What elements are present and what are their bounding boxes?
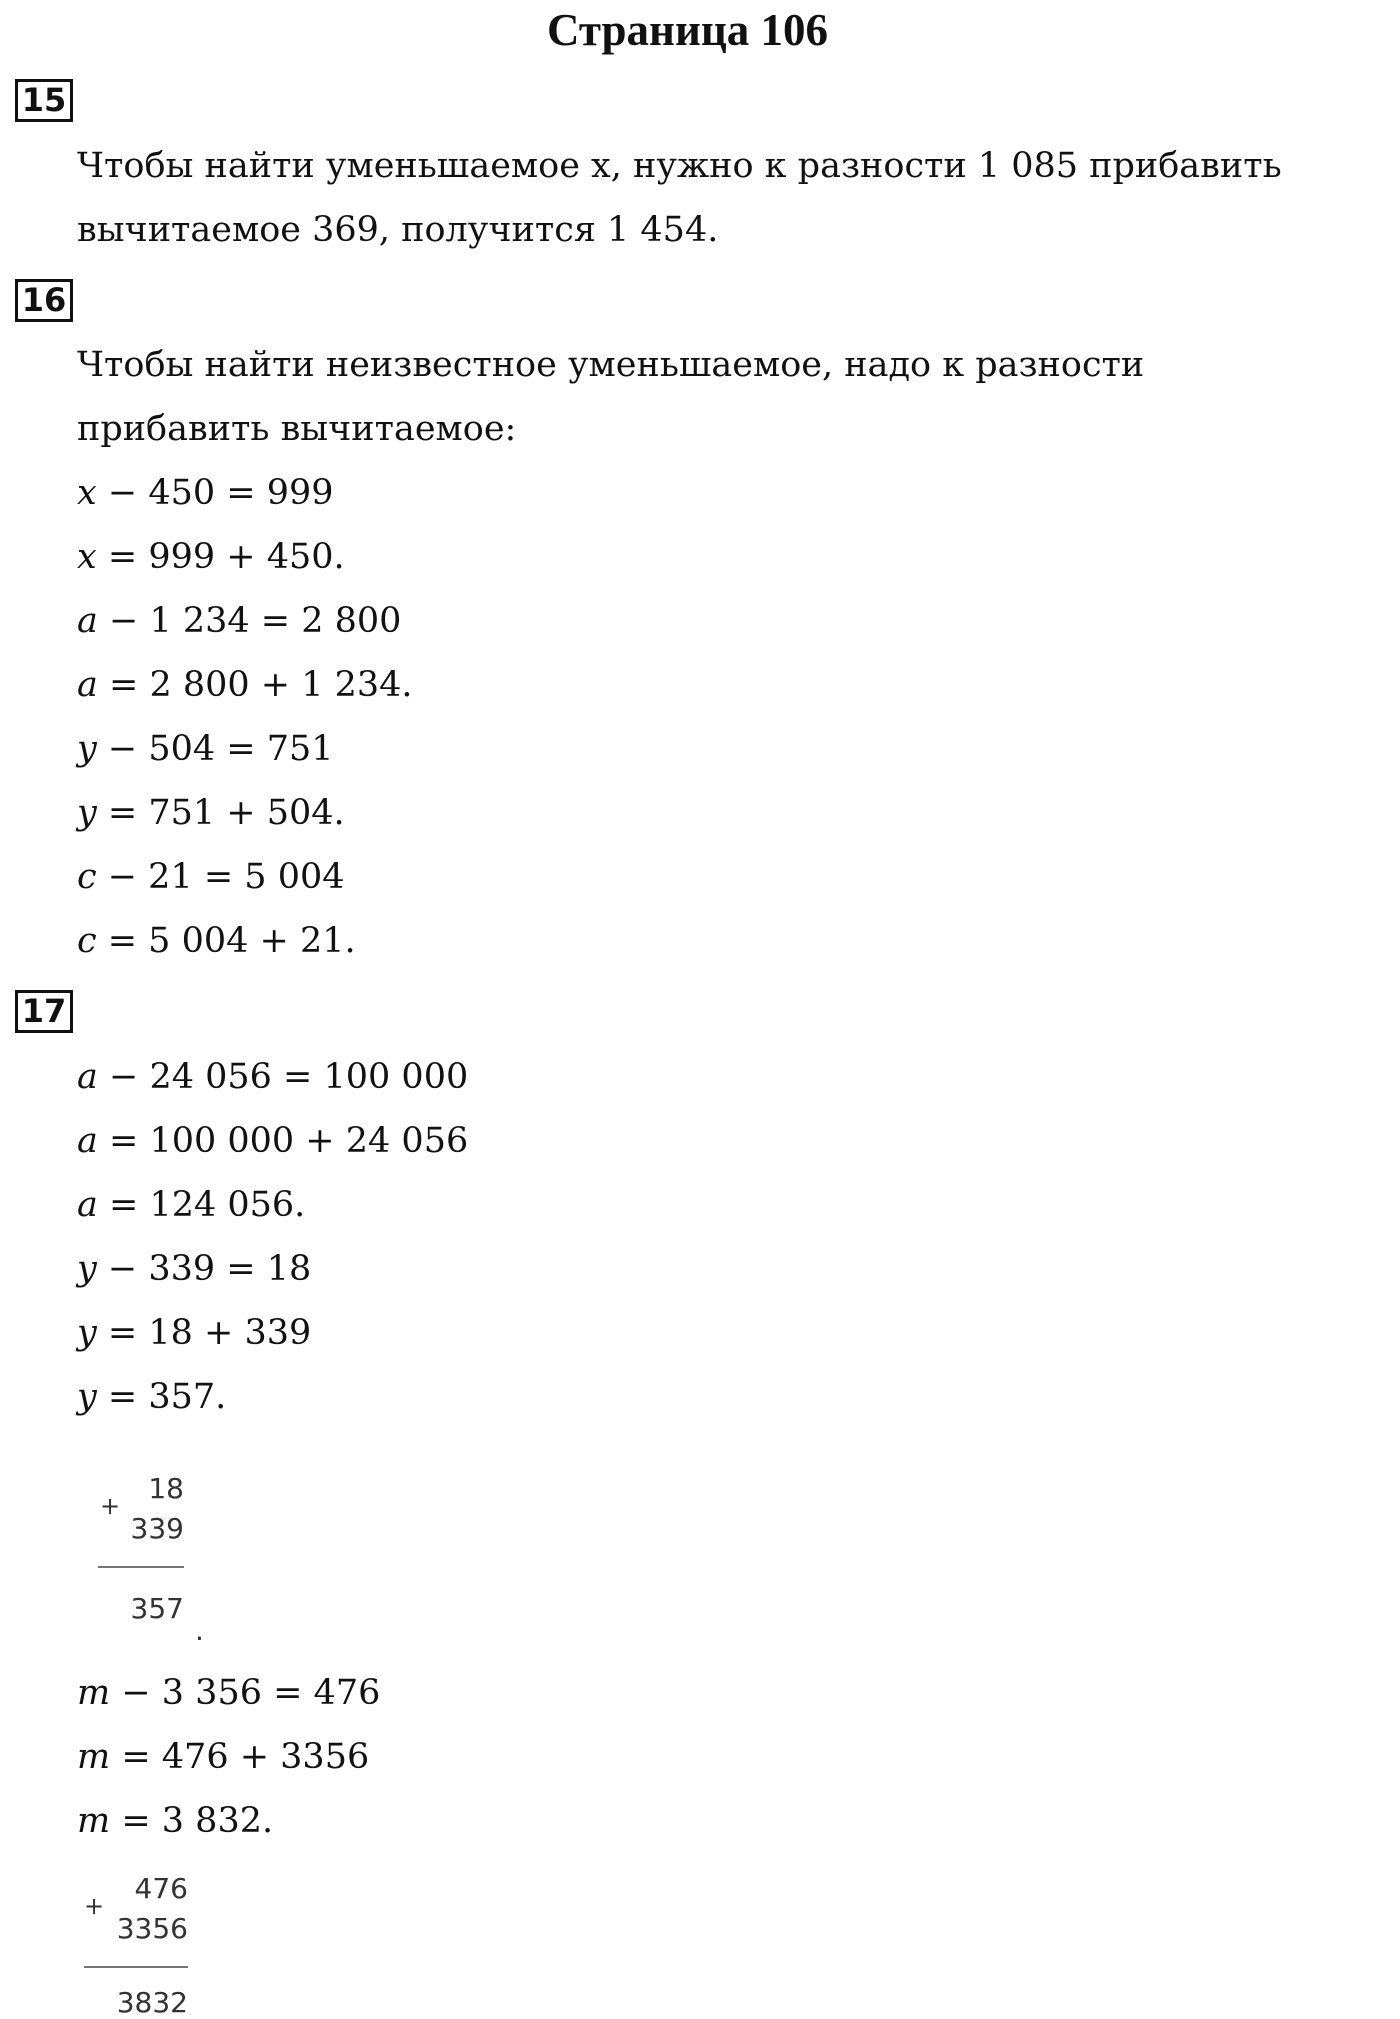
equation-text: = 999 + 450. — [96, 537, 345, 577]
equation-text: = 3 832. — [110, 1801, 274, 1841]
variable: m — [77, 1801, 111, 1841]
addend-bottom: 339 — [130, 1512, 184, 1545]
addend-top: 476 — [134, 1872, 188, 1905]
equation-text: = 476 + 3356 — [110, 1737, 370, 1777]
sum-result: 357 — [130, 1592, 184, 1625]
variable: y — [77, 1377, 97, 1417]
variable: a — [77, 1185, 98, 1225]
equation-text: = 18 + 339 — [96, 1313, 312, 1353]
equation-text: − 3 356 = 476 — [110, 1673, 381, 1713]
variable: m — [77, 1737, 111, 1777]
equation-line — [77, 789, 345, 837]
variable: y — [77, 729, 97, 769]
variable: c — [77, 857, 97, 897]
equation-line — [77, 917, 356, 965]
variable: a — [77, 1057, 98, 1097]
equation-text: − 339 = 18 — [96, 1249, 312, 1289]
addend-top: 18 — [148, 1472, 184, 1505]
task-15-line-2: вычитаемое 369, получится 1 454. — [77, 210, 719, 250]
task-number-17: 17 — [15, 990, 73, 1033]
equation-line — [77, 597, 401, 645]
plus-sign: + — [100, 1492, 121, 1520]
equation-line — [77, 1053, 468, 1101]
variable: y — [77, 793, 97, 833]
equation-text: = 100 000 + 24 056 — [97, 1121, 469, 1161]
variable: x — [77, 537, 97, 577]
equation-line — [77, 1669, 380, 1717]
equation-line — [77, 1309, 311, 1357]
equation-line — [77, 1181, 305, 1229]
column-addition — [84, 1870, 188, 2019]
equation-line — [77, 1117, 468, 1165]
variable: y — [77, 1313, 97, 1353]
equation-text: − 504 = 751 — [96, 729, 334, 769]
page-title: Страница 106 — [546, 5, 829, 55]
column-addition — [98, 1470, 184, 1630]
variable: x — [77, 473, 97, 513]
equation-text: − 450 = 999 — [96, 473, 334, 513]
equation-text: = 357. — [96, 1377, 227, 1417]
variable: y — [77, 1249, 97, 1289]
variable: c — [77, 921, 97, 961]
equation-text: = 751 + 504. — [96, 793, 345, 833]
equation-line — [77, 725, 334, 773]
sum-line — [98, 1566, 184, 1568]
equation-line — [77, 1245, 311, 1293]
equation-text: − 24 056 = 100 000 — [97, 1057, 469, 1097]
equation-text: = 124 056. — [97, 1185, 306, 1225]
sum-line — [84, 1966, 188, 1968]
trailing-dot: . — [195, 1614, 204, 1647]
equation-line — [77, 661, 413, 709]
equation-line — [77, 853, 345, 901]
variable: m — [77, 1673, 111, 1713]
equation-text: − 21 = 5 004 — [96, 857, 345, 897]
equation-text: − 1 234 = 2 800 — [97, 601, 402, 641]
variable: a — [77, 601, 98, 641]
equation-line — [77, 1373, 226, 1421]
plus-sign: + — [84, 1892, 105, 1920]
variable: a — [77, 665, 98, 705]
equation-line — [77, 533, 345, 581]
equation-line — [77, 469, 334, 517]
task-number-15: 15 — [15, 79, 73, 122]
task-16-line-2: прибавить вычитаемое: — [77, 409, 517, 449]
equation-line — [77, 1797, 273, 1845]
equation-text: = 5 004 + 21. — [96, 921, 356, 961]
task-number-16: 16 — [15, 279, 73, 322]
equation-line — [77, 1733, 369, 1781]
task-16-line-1: Чтобы найти неизвестное уменьшаемое, надо к разности — [77, 345, 1145, 385]
equation-text: = 2 800 + 1 234. — [97, 665, 413, 705]
sum-result: 3832 — [116, 1986, 188, 2019]
task-15-line-1: Чтобы найти уменьшаемое x, нужно к разности 1 085 прибавить — [77, 146, 1282, 186]
variable: a — [77, 1121, 98, 1161]
addend-bottom: 3356 — [116, 1912, 188, 1945]
